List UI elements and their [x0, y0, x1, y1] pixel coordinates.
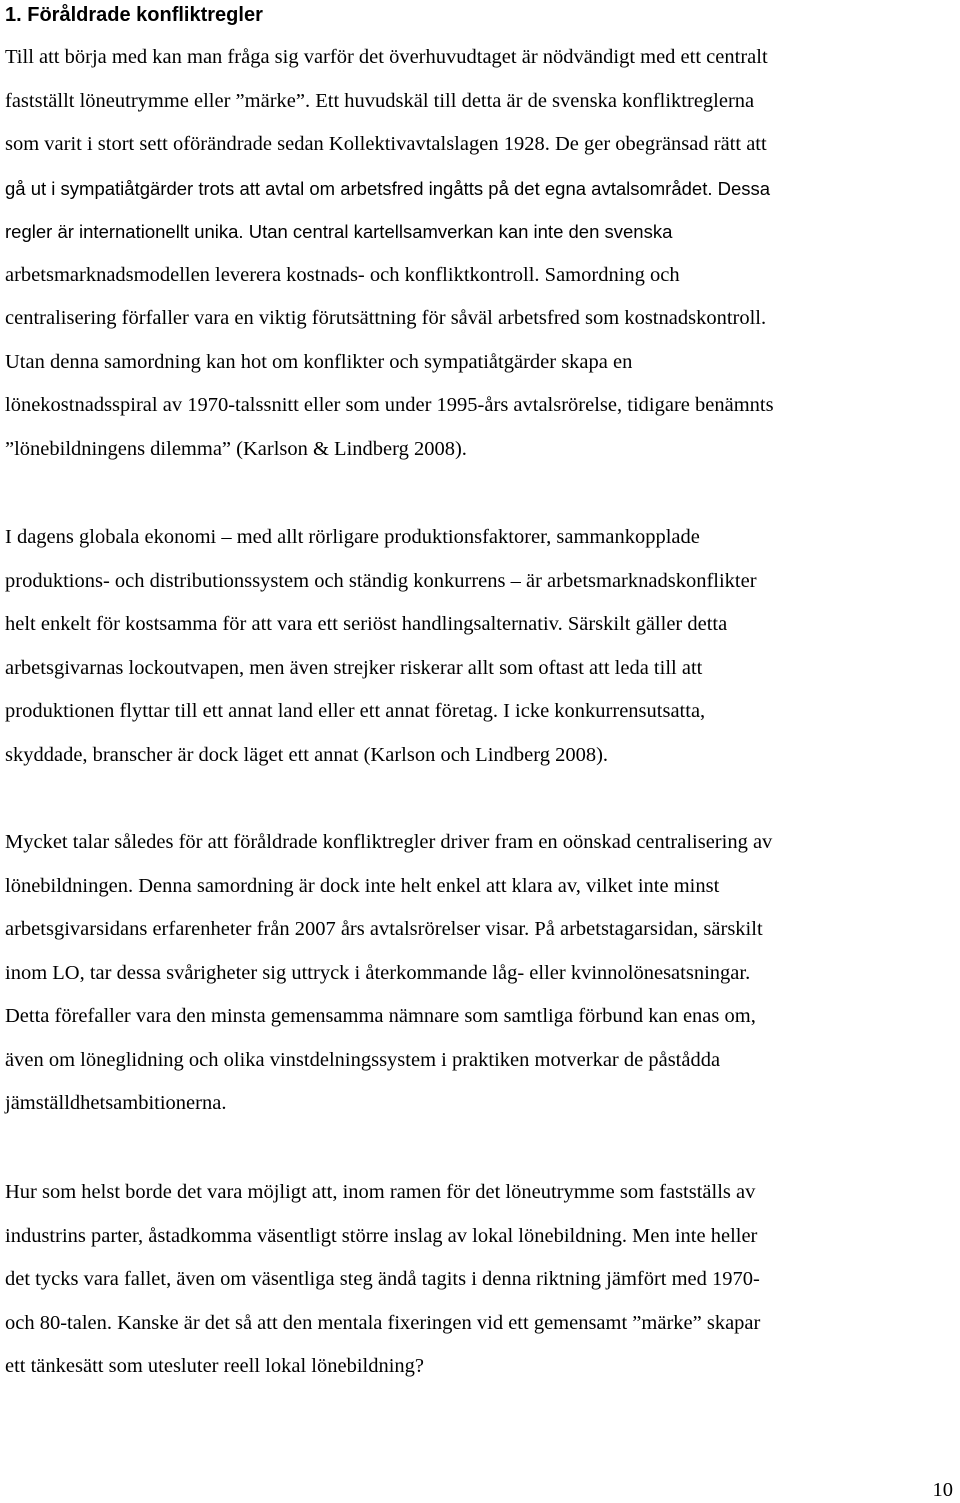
paragraph-line: Utan denna samordning kan hot om konflikter och sympatiåtgärder skapa en [5, 350, 633, 373]
paragraph-line: arbetsgivarnas lockoutvapen, men även strejker riskerar allt som oftast att leda till att [5, 656, 703, 679]
paragraph-line: även om löneglidning och olika vinstdelningssystem i praktiken motverkar de påstådda [5, 1048, 721, 1071]
paragraph-line: Mycket talar således för att föråldrade konfliktregler driver fram en oönskad centralisering av [5, 831, 773, 853]
paragraph-line: produktions- och distributionssystem och ständig konkurrens – är arbetsmarknadskonflikter [5, 569, 757, 592]
paragraph-line: som varit i stort sett oförändrade sedan Kollektivavtalslagen 1928. De ger obegränsad rätt att [5, 133, 767, 155]
paragraph-line: produktionen flyttar till ett annat land eller ett annat företag. I icke konkurrensutsatta, [5, 700, 706, 722]
paragraph-line: I dagens globala ekonomi – med allt rörligare produktionsfaktorer, sammankopplade [5, 526, 700, 548]
paragraph-3 [5, 821, 772, 1126]
paragraph-line: gå ut i sympatiåtgärder trots att avtal om arbetsfred ingåtts på det egna avtalsområdet. Dessa [5, 177, 771, 199]
paragraph-line: centralisering förfaller vara en viktig förutsättning för såväl arbetsfred som kostnadskontroll. [5, 307, 767, 329]
paragraph-4 [5, 1171, 760, 1389]
section-heading: 1. Föråldrade konfliktregler [5, 4, 263, 26]
paragraph-line: Detta förefaller vara den minsta gemensamma nämnare som samtliga förbund kan enas om, [5, 1005, 756, 1027]
paragraph-line: skyddade, branscher är dock läget ett annat (Karlson och Lindberg 2008). [5, 743, 609, 766]
paragraph-line: Till att börja med kan man fråga sig varför det överhuvudtaget är nödvändigt med ett centralt [5, 46, 768, 68]
paragraph-line: det tycks vara fallet, även om väsentliga steg ändå tagits i denna riktning jämfört med 1970- [5, 1268, 760, 1290]
paragraph-2 [5, 516, 757, 777]
paragraph-line: jämställdhetsambitionerna. [5, 1092, 227, 1114]
paragraph-line: fastställt löneutrymme eller ”märke”. Ett huvudskäl till detta är de svenska konfliktreglerna [5, 89, 755, 112]
paragraph-line: och 80-talen. Kanske är det så att den mentala fixeringen vid ett gemensamt ”märke” skapar [5, 1311, 761, 1334]
paragraph-line: regler är internationellt unika. Utan central kartellsamverkan kan inte den svenska [5, 221, 673, 242]
paragraph-line: arbetsmarknadsmodellen leverera kostnads- och konfliktkontroll. Samordning och [5, 263, 680, 286]
paragraph-line: lönekostnadsspiral av 1970-talssnitt eller som under 1995-års avtalsrörelse, tidigare benämnts [5, 394, 774, 416]
paragraph-line: ett tänkesätt som utesluter reell lokal lönebildning? [5, 1355, 424, 1377]
paragraph-1 [5, 36, 774, 471]
paragraph-line: arbetsgivarsidans erfarenheter från 2007 års avtalsrörelser visar. På arbetstagarsidan, särskilt [5, 918, 763, 940]
paragraph-line: lönebildningen. Denna samordning är dock inte helt enkel att klara av, vilket inte minst [5, 874, 720, 897]
paragraph-line: helt enkelt för kostsamma för att vara ett seriöst handlingsalternativ. Särskilt gäller detta [5, 613, 728, 635]
paragraph-line: Hur som helst borde det vara möjligt att, inom ramen för det löneutrymme som fastställs av [5, 1181, 756, 1203]
paragraph-line: industrins parter, åstadkomma väsentligt större inslag av lokal lönebildning. Men inte heller [5, 1224, 758, 1247]
paragraph-line: ”lönebildningens dilemma” (Karlson & Lindberg 2008). [5, 437, 467, 460]
page-number: 10 [932, 1479, 953, 1501]
paragraph-line: inom LO, tar dessa svårigheter sig uttryck i återkommande låg- eller kvinnolönesatsningar. [5, 961, 751, 984]
